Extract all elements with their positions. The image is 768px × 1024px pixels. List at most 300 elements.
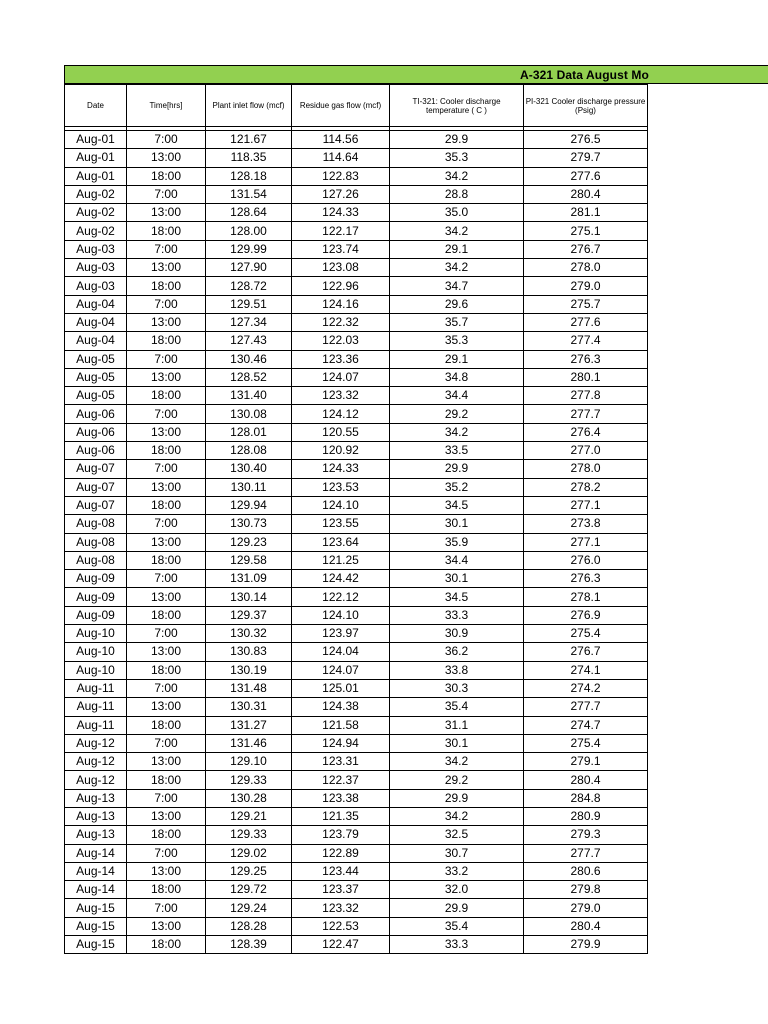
cell-plant-inlet-flow[interactable]: 121.67 <box>206 131 292 149</box>
cell-cooler-temperature[interactable]: 28.8 <box>390 185 524 203</box>
header-date[interactable]: Date <box>65 85 127 127</box>
cell-date[interactable]: Aug-01 <box>65 149 127 167</box>
cell-plant-inlet-flow[interactable]: 129.99 <box>206 240 292 258</box>
cell-time[interactable]: 7:00 <box>127 844 206 862</box>
cell-date[interactable]: Aug-10 <box>65 625 127 643</box>
cell-cooler-pressure[interactable]: 274.7 <box>524 716 648 734</box>
cell-residue-gas-flow[interactable]: 123.37 <box>292 881 390 899</box>
cell-cooler-temperature[interactable]: 36.2 <box>390 643 524 661</box>
cell-residue-gas-flow[interactable]: 123.36 <box>292 350 390 368</box>
header-time[interactable]: Time[hrs] <box>127 85 206 127</box>
cell-time[interactable]: 7:00 <box>127 679 206 697</box>
cell-cooler-temperature[interactable]: 34.2 <box>390 222 524 240</box>
spreadsheet <box>64 65 768 954</box>
cell-plant-inlet-flow[interactable]: 131.27 <box>206 716 292 734</box>
header-residue-gas-flow[interactable]: Residue gas flow (mcf) <box>292 85 390 127</box>
cell-cooler-pressure[interactable]: 279.0 <box>524 277 648 295</box>
title-bar[interactable] <box>64 65 768 84</box>
cell-date[interactable]: Aug-14 <box>65 862 127 880</box>
cell-date[interactable]: Aug-13 <box>65 807 127 825</box>
table-row <box>65 698 648 716</box>
cell-plant-inlet-flow[interactable]: 131.09 <box>206 570 292 588</box>
cell-date[interactable]: Aug-06 <box>65 405 127 423</box>
cell-cooler-temperature[interactable]: 33.3 <box>390 606 524 624</box>
table-row <box>65 405 648 423</box>
table-row <box>65 588 648 606</box>
cell-time[interactable]: 7:00 <box>127 460 206 478</box>
cell-residue-gas-flow[interactable]: 123.53 <box>292 478 390 496</box>
cell-cooler-pressure[interactable]: 277.0 <box>524 442 648 460</box>
cell-cooler-temperature[interactable]: 29.9 <box>390 460 524 478</box>
cell-cooler-pressure[interactable]: 281.1 <box>524 204 648 222</box>
cell-cooler-temperature[interactable]: 31.1 <box>390 716 524 734</box>
cell-residue-gas-flow[interactable]: 120.92 <box>292 442 390 460</box>
cell-cooler-pressure[interactable]: 276.7 <box>524 643 648 661</box>
cell-date[interactable]: Aug-13 <box>65 789 127 807</box>
cell-cooler-pressure[interactable]: 280.9 <box>524 807 648 825</box>
cell-cooler-pressure[interactable]: 279.0 <box>524 899 648 917</box>
table-row <box>65 460 648 478</box>
cell-plant-inlet-flow[interactable]: 129.58 <box>206 551 292 569</box>
cell-plant-inlet-flow[interactable]: 129.72 <box>206 881 292 899</box>
cell-cooler-pressure[interactable]: 280.6 <box>524 862 648 880</box>
cell-cooler-temperature[interactable]: 34.2 <box>390 423 524 441</box>
cell-time[interactable]: 13:00 <box>127 149 206 167</box>
cell-cooler-pressure[interactable]: 277.7 <box>524 405 648 423</box>
cell-residue-gas-flow[interactable]: 121.35 <box>292 807 390 825</box>
cell-plant-inlet-flow[interactable]: 128.18 <box>206 167 292 185</box>
cell-cooler-temperature[interactable]: 33.3 <box>390 936 524 954</box>
cell-date[interactable]: Aug-05 <box>65 387 127 405</box>
cell-cooler-temperature[interactable]: 29.2 <box>390 405 524 423</box>
cell-cooler-pressure[interactable]: 279.9 <box>524 936 648 954</box>
cell-time[interactable]: 18:00 <box>127 716 206 734</box>
cell-plant-inlet-flow[interactable]: 128.72 <box>206 277 292 295</box>
cell-residue-gas-flow[interactable]: 120.55 <box>292 423 390 441</box>
cell-cooler-temperature[interactable]: 35.7 <box>390 313 524 331</box>
cell-plant-inlet-flow[interactable]: 131.46 <box>206 734 292 752</box>
cell-cooler-temperature[interactable]: 34.2 <box>390 807 524 825</box>
cell-residue-gas-flow[interactable]: 123.38 <box>292 789 390 807</box>
cell-plant-inlet-flow[interactable]: 129.10 <box>206 753 292 771</box>
cell-time[interactable]: 13:00 <box>127 204 206 222</box>
cell-residue-gas-flow[interactable]: 124.04 <box>292 643 390 661</box>
cell-residue-gas-flow[interactable]: 122.53 <box>292 917 390 935</box>
cell-time[interactable]: 7:00 <box>127 131 206 149</box>
cell-plant-inlet-flow[interactable]: 128.64 <box>206 204 292 222</box>
cell-plant-inlet-flow[interactable]: 129.51 <box>206 295 292 313</box>
cell-cooler-temperature[interactable]: 33.2 <box>390 862 524 880</box>
cell-cooler-temperature[interactable]: 29.9 <box>390 899 524 917</box>
cell-plant-inlet-flow[interactable]: 131.40 <box>206 387 292 405</box>
cell-plant-inlet-flow[interactable]: 130.11 <box>206 478 292 496</box>
cell-date[interactable]: Aug-15 <box>65 899 127 917</box>
cell-cooler-pressure[interactable]: 277.7 <box>524 844 648 862</box>
cell-residue-gas-flow[interactable]: 122.83 <box>292 167 390 185</box>
cell-residue-gas-flow[interactable]: 114.64 <box>292 149 390 167</box>
cell-cooler-pressure[interactable]: 273.8 <box>524 515 648 533</box>
cell-date[interactable]: Aug-03 <box>65 277 127 295</box>
cell-date[interactable]: Aug-01 <box>65 131 127 149</box>
cell-residue-gas-flow[interactable]: 122.89 <box>292 844 390 862</box>
cell-plant-inlet-flow[interactable]: 131.48 <box>206 679 292 697</box>
cell-plant-inlet-flow[interactable]: 127.90 <box>206 259 292 277</box>
cell-residue-gas-flow[interactable]: 127.26 <box>292 185 390 203</box>
cell-plant-inlet-flow[interactable]: 129.23 <box>206 533 292 551</box>
cell-residue-gas-flow[interactable]: 122.47 <box>292 936 390 954</box>
cell-residue-gas-flow[interactable]: 123.74 <box>292 240 390 258</box>
cell-time[interactable]: 13:00 <box>127 862 206 880</box>
cell-date[interactable]: Aug-08 <box>65 515 127 533</box>
header-cooler-discharge-temperature[interactable]: TI-321: Cooler discharge temperature ( C ) <box>390 85 524 127</box>
cell-time[interactable]: 18:00 <box>127 387 206 405</box>
cell-time[interactable]: 7:00 <box>127 405 206 423</box>
cell-residue-gas-flow[interactable]: 125.01 <box>292 679 390 697</box>
cell-plant-inlet-flow[interactable]: 130.14 <box>206 588 292 606</box>
cell-date[interactable]: Aug-10 <box>65 643 127 661</box>
cell-date[interactable]: Aug-06 <box>65 442 127 460</box>
cell-cooler-pressure[interactable]: 278.0 <box>524 259 648 277</box>
cell-residue-gas-flow[interactable]: 123.44 <box>292 862 390 880</box>
cell-cooler-temperature[interactable]: 29.9 <box>390 789 524 807</box>
cell-date[interactable]: Aug-12 <box>65 771 127 789</box>
cell-cooler-pressure[interactable]: 277.1 <box>524 496 648 514</box>
cell-cooler-temperature[interactable]: 32.0 <box>390 881 524 899</box>
cell-cooler-pressure[interactable]: 278.1 <box>524 588 648 606</box>
cell-time[interactable]: 13:00 <box>127 313 206 331</box>
cell-plant-inlet-flow[interactable]: 129.37 <box>206 606 292 624</box>
cell-residue-gas-flow[interactable]: 123.08 <box>292 259 390 277</box>
cell-time[interactable]: 18:00 <box>127 606 206 624</box>
cell-plant-inlet-flow[interactable]: 128.39 <box>206 936 292 954</box>
cell-cooler-temperature[interactable]: 30.1 <box>390 570 524 588</box>
cell-plant-inlet-flow[interactable]: 129.33 <box>206 826 292 844</box>
cell-cooler-temperature[interactable]: 29.9 <box>390 131 524 149</box>
table-row <box>65 625 648 643</box>
cell-cooler-temperature[interactable]: 34.5 <box>390 588 524 606</box>
cell-cooler-pressure[interactable]: 276.7 <box>524 240 648 258</box>
cell-date[interactable]: Aug-08 <box>65 551 127 569</box>
cell-residue-gas-flow[interactable]: 122.12 <box>292 588 390 606</box>
cell-date[interactable]: Aug-04 <box>65 332 127 350</box>
cell-residue-gas-flow[interactable]: 123.32 <box>292 899 390 917</box>
cell-date[interactable]: Aug-15 <box>65 917 127 935</box>
cell-date[interactable]: Aug-12 <box>65 753 127 771</box>
cell-residue-gas-flow[interactable]: 124.33 <box>292 204 390 222</box>
cell-date[interactable]: Aug-03 <box>65 240 127 258</box>
cell-time[interactable]: 13:00 <box>127 917 206 935</box>
cell-date[interactable]: Aug-05 <box>65 350 127 368</box>
cell-cooler-temperature[interactable]: 34.7 <box>390 277 524 295</box>
cell-plant-inlet-flow[interactable]: 127.34 <box>206 313 292 331</box>
cell-residue-gas-flow[interactable]: 124.07 <box>292 368 390 386</box>
cell-time[interactable]: 18:00 <box>127 277 206 295</box>
cell-date[interactable]: Aug-07 <box>65 478 127 496</box>
cell-cooler-pressure[interactable]: 277.4 <box>524 332 648 350</box>
cell-date[interactable]: Aug-09 <box>65 570 127 588</box>
cell-cooler-pressure[interactable]: 274.2 <box>524 679 648 697</box>
cell-plant-inlet-flow[interactable]: 128.08 <box>206 442 292 460</box>
table-row <box>65 204 648 222</box>
cell-cooler-temperature[interactable]: 35.9 <box>390 533 524 551</box>
cell-time[interactable]: 13:00 <box>127 533 206 551</box>
cell-plant-inlet-flow[interactable]: 130.46 <box>206 350 292 368</box>
cell-cooler-pressure[interactable]: 277.7 <box>524 698 648 716</box>
cell-residue-gas-flow[interactable]: 124.16 <box>292 295 390 313</box>
cell-date[interactable]: Aug-04 <box>65 313 127 331</box>
cell-plant-inlet-flow[interactable]: 128.01 <box>206 423 292 441</box>
cell-cooler-pressure[interactable]: 276.3 <box>524 350 648 368</box>
cell-time[interactable]: 13:00 <box>127 259 206 277</box>
cell-residue-gas-flow[interactable]: 122.96 <box>292 277 390 295</box>
cell-cooler-temperature[interactable]: 30.3 <box>390 679 524 697</box>
cell-residue-gas-flow[interactable]: 123.31 <box>292 753 390 771</box>
cell-residue-gas-flow[interactable]: 123.64 <box>292 533 390 551</box>
cell-plant-inlet-flow[interactable]: 128.52 <box>206 368 292 386</box>
cell-cooler-pressure[interactable]: 280.1 <box>524 368 648 386</box>
cell-cooler-temperature[interactable]: 35.4 <box>390 698 524 716</box>
cell-cooler-temperature[interactable]: 30.1 <box>390 734 524 752</box>
cell-cooler-temperature[interactable]: 29.1 <box>390 350 524 368</box>
cell-date[interactable]: Aug-05 <box>65 368 127 386</box>
cell-time[interactable]: 18:00 <box>127 661 206 679</box>
cell-cooler-temperature[interactable]: 35.0 <box>390 204 524 222</box>
cell-time[interactable]: 13:00 <box>127 698 206 716</box>
cell-residue-gas-flow[interactable]: 123.32 <box>292 387 390 405</box>
cell-cooler-temperature[interactable]: 35.2 <box>390 478 524 496</box>
cell-cooler-pressure[interactable]: 278.0 <box>524 460 648 478</box>
table-row <box>65 368 648 386</box>
cell-residue-gas-flow[interactable]: 122.17 <box>292 222 390 240</box>
table-row <box>65 844 648 862</box>
header-plant-inlet-flow[interactable]: Plant inlet flow (mcf) <box>206 85 292 127</box>
cell-residue-gas-flow[interactable]: 122.37 <box>292 771 390 789</box>
cell-date[interactable]: Aug-08 <box>65 533 127 551</box>
cell-time[interactable]: 7:00 <box>127 350 206 368</box>
cell-time[interactable]: 13:00 <box>127 478 206 496</box>
cell-cooler-pressure[interactable]: 279.3 <box>524 826 648 844</box>
cell-cooler-pressure[interactable]: 278.2 <box>524 478 648 496</box>
cell-cooler-temperature[interactable]: 34.2 <box>390 753 524 771</box>
cell-cooler-pressure[interactable]: 277.1 <box>524 533 648 551</box>
table-row <box>65 423 648 441</box>
cell-plant-inlet-flow[interactable]: 128.28 <box>206 917 292 935</box>
cell-residue-gas-flow[interactable]: 124.12 <box>292 405 390 423</box>
cell-cooler-temperature[interactable]: 35.3 <box>390 149 524 167</box>
cell-cooler-pressure[interactable]: 276.5 <box>524 131 648 149</box>
cell-cooler-temperature[interactable]: 30.1 <box>390 515 524 533</box>
cell-time[interactable]: 7:00 <box>127 570 206 588</box>
table-row <box>65 277 648 295</box>
cell-residue-gas-flow[interactable]: 124.10 <box>292 496 390 514</box>
cell-plant-inlet-flow[interactable]: 130.31 <box>206 698 292 716</box>
cell-time[interactable]: 18:00 <box>127 496 206 514</box>
cell-residue-gas-flow[interactable]: 124.07 <box>292 661 390 679</box>
table-row <box>65 185 648 203</box>
cell-time[interactable]: 18:00 <box>127 442 206 460</box>
sheet-title: A-321 Data August Mo <box>520 68 649 82</box>
cell-cooler-pressure[interactable]: 276.9 <box>524 606 648 624</box>
cell-plant-inlet-flow[interactable]: 129.25 <box>206 862 292 880</box>
cell-cooler-temperature[interactable]: 29.2 <box>390 771 524 789</box>
table-row <box>65 881 648 899</box>
cell-residue-gas-flow[interactable]: 122.32 <box>292 313 390 331</box>
cell-plant-inlet-flow[interactable]: 130.40 <box>206 460 292 478</box>
cell-cooler-temperature[interactable]: 30.7 <box>390 844 524 862</box>
cell-cooler-pressure[interactable]: 275.7 <box>524 295 648 313</box>
table-row <box>65 313 648 331</box>
cell-plant-inlet-flow[interactable]: 128.00 <box>206 222 292 240</box>
cell-cooler-pressure[interactable]: 277.6 <box>524 313 648 331</box>
cell-residue-gas-flow[interactable]: 122.03 <box>292 332 390 350</box>
cell-plant-inlet-flow[interactable]: 118.35 <box>206 149 292 167</box>
cell-date[interactable]: Aug-02 <box>65 204 127 222</box>
cell-date[interactable]: Aug-01 <box>65 167 127 185</box>
cell-cooler-temperature[interactable]: 33.8 <box>390 661 524 679</box>
cell-cooler-pressure[interactable]: 280.4 <box>524 771 648 789</box>
cell-cooler-temperature[interactable]: 34.2 <box>390 259 524 277</box>
table-row <box>65 131 648 149</box>
cell-time[interactable]: 7:00 <box>127 185 206 203</box>
cell-time[interactable]: 7:00 <box>127 515 206 533</box>
cell-time[interactable]: 7:00 <box>127 295 206 313</box>
cell-time[interactable]: 13:00 <box>127 753 206 771</box>
cell-plant-inlet-flow[interactable]: 129.94 <box>206 496 292 514</box>
cell-date[interactable]: Aug-02 <box>65 185 127 203</box>
table-row <box>65 570 648 588</box>
cell-time[interactable]: 7:00 <box>127 240 206 258</box>
cell-plant-inlet-flow[interactable]: 130.19 <box>206 661 292 679</box>
cell-plant-inlet-flow[interactable]: 129.24 <box>206 899 292 917</box>
cell-date[interactable]: Aug-11 <box>65 716 127 734</box>
cell-date[interactable]: Aug-10 <box>65 661 127 679</box>
cell-date[interactable]: Aug-04 <box>65 295 127 313</box>
cell-plant-inlet-flow[interactable]: 130.28 <box>206 789 292 807</box>
cell-residue-gas-flow[interactable]: 121.25 <box>292 551 390 569</box>
cell-cooler-pressure[interactable]: 280.4 <box>524 185 648 203</box>
cell-residue-gas-flow[interactable]: 121.58 <box>292 716 390 734</box>
cell-cooler-pressure[interactable]: 279.8 <box>524 881 648 899</box>
cell-residue-gas-flow[interactable]: 114.56 <box>292 131 390 149</box>
cell-time[interactable]: 18:00 <box>127 826 206 844</box>
cell-date[interactable]: Aug-14 <box>65 881 127 899</box>
cell-time[interactable]: 18:00 <box>127 167 206 185</box>
cell-date[interactable]: Aug-02 <box>65 222 127 240</box>
cell-cooler-pressure[interactable]: 284.8 <box>524 789 648 807</box>
cell-time[interactable]: 7:00 <box>127 899 206 917</box>
cell-time[interactable]: 18:00 <box>127 881 206 899</box>
table-row <box>65 149 648 167</box>
cell-date[interactable]: Aug-07 <box>65 460 127 478</box>
table-row <box>65 734 648 752</box>
cell-plant-inlet-flow[interactable]: 129.21 <box>206 807 292 825</box>
cell-cooler-pressure[interactable]: 275.4 <box>524 734 648 752</box>
cell-time[interactable]: 7:00 <box>127 789 206 807</box>
cell-cooler-temperature[interactable]: 30.9 <box>390 625 524 643</box>
cell-cooler-pressure[interactable]: 279.7 <box>524 149 648 167</box>
cell-time[interactable]: 18:00 <box>127 332 206 350</box>
cell-cooler-temperature[interactable]: 33.5 <box>390 442 524 460</box>
cell-plant-inlet-flow[interactable]: 130.73 <box>206 515 292 533</box>
cell-date[interactable]: Aug-13 <box>65 826 127 844</box>
cell-cooler-pressure[interactable]: 280.4 <box>524 917 648 935</box>
cell-time[interactable]: 18:00 <box>127 771 206 789</box>
cell-date[interactable]: Aug-03 <box>65 259 127 277</box>
cell-date[interactable]: Aug-09 <box>65 606 127 624</box>
cell-cooler-pressure[interactable]: 276.0 <box>524 551 648 569</box>
cell-time[interactable]: 13:00 <box>127 368 206 386</box>
cell-plant-inlet-flow[interactable]: 131.54 <box>206 185 292 203</box>
cell-cooler-temperature[interactable]: 34.4 <box>390 387 524 405</box>
cell-date[interactable]: Aug-15 <box>65 936 127 954</box>
cell-time[interactable]: 18:00 <box>127 551 206 569</box>
cell-cooler-temperature[interactable]: 35.4 <box>390 917 524 935</box>
cell-date[interactable]: Aug-11 <box>65 698 127 716</box>
cell-residue-gas-flow[interactable]: 124.42 <box>292 570 390 588</box>
cell-cooler-pressure[interactable]: 276.3 <box>524 570 648 588</box>
cell-residue-gas-flow[interactable]: 123.55 <box>292 515 390 533</box>
cell-time[interactable]: 7:00 <box>127 734 206 752</box>
cell-date[interactable]: Aug-06 <box>65 423 127 441</box>
cell-cooler-pressure[interactable]: 276.4 <box>524 423 648 441</box>
cell-cooler-temperature[interactable]: 29.6 <box>390 295 524 313</box>
cell-residue-gas-flow[interactable]: 123.97 <box>292 625 390 643</box>
cell-residue-gas-flow[interactable]: 124.94 <box>292 734 390 752</box>
cell-date[interactable]: Aug-14 <box>65 844 127 862</box>
cell-residue-gas-flow[interactable]: 123.79 <box>292 826 390 844</box>
cell-residue-gas-flow[interactable]: 124.10 <box>292 606 390 624</box>
cell-time[interactable]: 18:00 <box>127 936 206 954</box>
cell-time[interactable]: 13:00 <box>127 807 206 825</box>
cell-plant-inlet-flow[interactable]: 129.02 <box>206 844 292 862</box>
cell-time[interactable]: 13:00 <box>127 588 206 606</box>
table-row <box>65 661 648 679</box>
cell-cooler-pressure[interactable]: 277.8 <box>524 387 648 405</box>
cell-date[interactable]: Aug-11 <box>65 679 127 697</box>
header-cooler-discharge-pressure[interactable]: PI-321 Cooler discharge pressure (Psig) <box>524 85 648 127</box>
cell-cooler-pressure[interactable]: 277.6 <box>524 167 648 185</box>
cell-time[interactable]: 13:00 <box>127 423 206 441</box>
cell-cooler-temperature[interactable]: 34.8 <box>390 368 524 386</box>
table-row <box>65 826 648 844</box>
cell-plant-inlet-flow[interactable]: 130.08 <box>206 405 292 423</box>
cell-plant-inlet-flow[interactable]: 129.33 <box>206 771 292 789</box>
cell-plant-inlet-flow[interactable]: 127.43 <box>206 332 292 350</box>
cell-plant-inlet-flow[interactable]: 130.32 <box>206 625 292 643</box>
cell-date[interactable]: Aug-07 <box>65 496 127 514</box>
cell-cooler-temperature[interactable]: 34.2 <box>390 167 524 185</box>
cell-cooler-pressure[interactable]: 275.4 <box>524 625 648 643</box>
cell-date[interactable]: Aug-09 <box>65 588 127 606</box>
cell-cooler-pressure[interactable]: 274.1 <box>524 661 648 679</box>
cell-cooler-temperature[interactable]: 32.5 <box>390 826 524 844</box>
cell-cooler-temperature[interactable]: 29.1 <box>390 240 524 258</box>
cell-cooler-pressure[interactable]: 275.1 <box>524 222 648 240</box>
cell-time[interactable]: 13:00 <box>127 643 206 661</box>
cell-cooler-temperature[interactable]: 35.3 <box>390 332 524 350</box>
cell-cooler-pressure[interactable]: 279.1 <box>524 753 648 771</box>
cell-time[interactable]: 18:00 <box>127 222 206 240</box>
cell-residue-gas-flow[interactable]: 124.33 <box>292 460 390 478</box>
cell-cooler-temperature[interactable]: 34.5 <box>390 496 524 514</box>
cell-plant-inlet-flow[interactable]: 130.83 <box>206 643 292 661</box>
cell-residue-gas-flow[interactable]: 124.38 <box>292 698 390 716</box>
cell-time[interactable]: 7:00 <box>127 625 206 643</box>
cell-cooler-temperature[interactable]: 34.4 <box>390 551 524 569</box>
cell-date[interactable]: Aug-12 <box>65 734 127 752</box>
table-row <box>65 606 648 624</box>
table-row <box>65 442 648 460</box>
